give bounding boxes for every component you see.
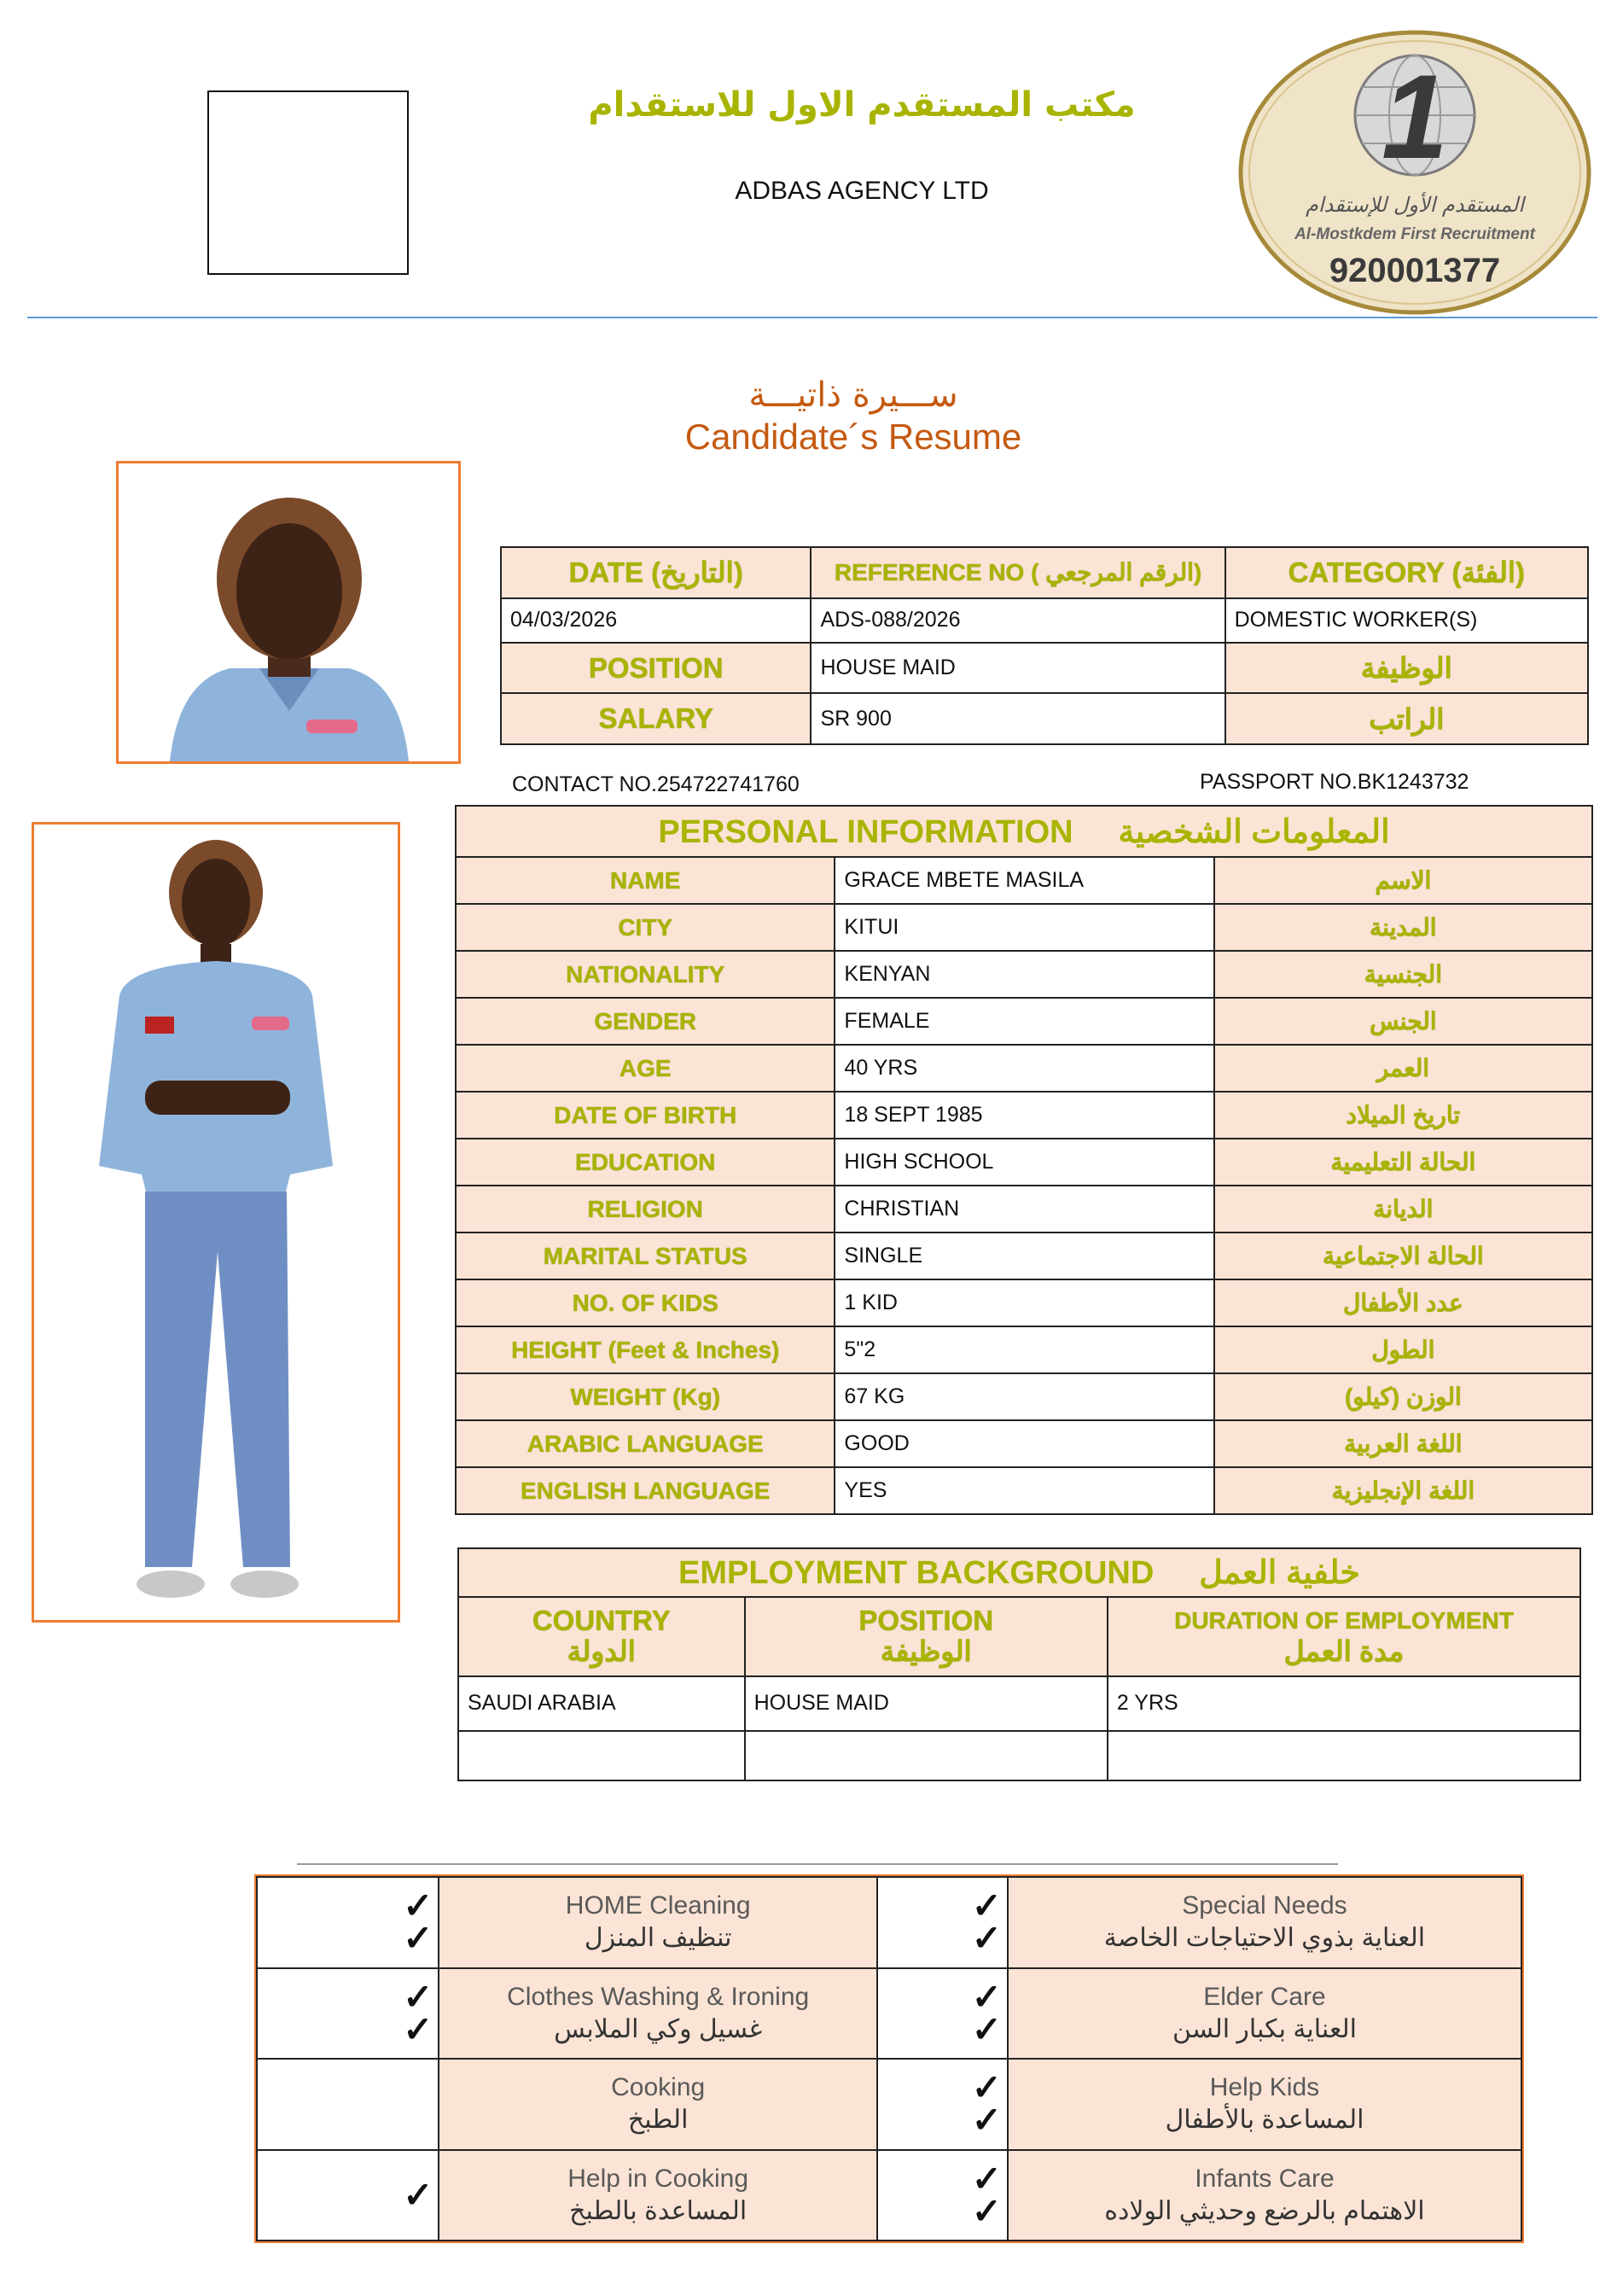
date-value: 04/03/2026 bbox=[501, 598, 811, 643]
check-mark-icon: ✓ bbox=[971, 1885, 1002, 1926]
skill-row bbox=[257, 2059, 1521, 2150]
skills-divider bbox=[297, 1863, 1338, 1865]
personal-row bbox=[456, 857, 1592, 904]
check-mark-icon: ✓ bbox=[971, 1976, 1002, 2017]
personal-value: 67 KG bbox=[835, 1373, 1213, 1420]
position-value: HOUSE MAID bbox=[811, 643, 1225, 694]
skill-right-ar: المساعدة بالأطفال bbox=[1165, 2106, 1364, 2135]
candidate-portrait-photo bbox=[116, 461, 461, 764]
col-position bbox=[745, 1597, 1108, 1675]
personal-label: NAME bbox=[456, 857, 835, 904]
personal-label: MARITAL STATUS bbox=[456, 1232, 835, 1279]
check-mark-icon: ✓ bbox=[971, 2008, 1002, 2049]
personal-row bbox=[456, 998, 1592, 1045]
skill-check-left bbox=[257, 1877, 439, 1968]
employment-title-en: EMPLOYMENT BACKGROUND bbox=[678, 1555, 1155, 1592]
personal-info-title-ar: المعلومات الشخصية bbox=[1118, 813, 1390, 850]
personal-value: GOOD bbox=[835, 1420, 1213, 1467]
salary-label-arabic: الراتب bbox=[1225, 693, 1588, 744]
employment-position: HOUSE MAID bbox=[745, 1676, 1108, 1731]
check-mark-icon: ✓ bbox=[403, 2174, 433, 2215]
check-mark-icon: ✓ bbox=[403, 2008, 433, 2049]
personal-label-arabic: عدد الأطفال bbox=[1214, 1279, 1592, 1326]
personal-value: HIGH SCHOOL bbox=[835, 1139, 1213, 1186]
personal-value: 40 YRS bbox=[835, 1045, 1213, 1092]
col-duration-ar: مدة العمل bbox=[1283, 1635, 1405, 1668]
personal-label-arabic: المدينة bbox=[1214, 904, 1592, 951]
check-mark-icon: ✓ bbox=[971, 2067, 1002, 2108]
reference-label: REFERENCE NO ( الرقم المرجعي) bbox=[811, 547, 1225, 598]
employment-duration-empty bbox=[1108, 1731, 1580, 1780]
logo-phone: 920001377 bbox=[1329, 252, 1501, 289]
personal-value: SINGLE bbox=[835, 1232, 1213, 1279]
personal-information-table bbox=[455, 805, 1593, 1515]
col-country-en: COUNTRY bbox=[532, 1605, 671, 1637]
col-position-en: POSITION bbox=[858, 1605, 994, 1637]
personal-label: DATE OF BIRTH bbox=[456, 1092, 835, 1139]
skill-row bbox=[257, 1877, 1521, 1968]
personal-label-arabic: الطول bbox=[1214, 1326, 1592, 1373]
skill-left-en: HOME Cleaning bbox=[565, 1891, 751, 1920]
logo-name-ar: المستقدم الأول للإستقدام bbox=[1306, 193, 1524, 217]
check-mark-icon: ✓ bbox=[971, 1918, 1002, 1959]
personal-row bbox=[456, 1139, 1592, 1186]
skill-left bbox=[439, 1877, 876, 1968]
personal-value: FEMALE bbox=[835, 998, 1213, 1045]
personal-label: GENDER bbox=[456, 998, 835, 1045]
skill-right bbox=[1008, 2059, 1521, 2150]
skill-right-en: Special Needs bbox=[1182, 1891, 1347, 1920]
personal-label-arabic: الوزن (كيلو) bbox=[1214, 1373, 1592, 1420]
skill-left bbox=[439, 2150, 876, 2241]
skill-right-en: Elder Care bbox=[1203, 1982, 1326, 2011]
skill-left bbox=[439, 1968, 876, 2060]
org-name-arabic: مكتب المستقدم الاول للاستقدام bbox=[588, 85, 1136, 125]
skill-left-ar: تنظيف المنزل bbox=[584, 1924, 732, 1953]
skill-right bbox=[1008, 1877, 1521, 1968]
passport-number: PASSPORT NO.BK1243732 bbox=[1200, 770, 1469, 794]
col-position-ar: الوظيفة bbox=[880, 1635, 972, 1668]
skill-left-en: Cooking bbox=[611, 2073, 706, 2102]
skill-left-en: Clothes Washing & Ironing bbox=[507, 1982, 810, 2011]
personal-label-arabic: اللغة العربية bbox=[1214, 1420, 1592, 1467]
resume-title-english: Candidate´s Resume bbox=[684, 417, 1022, 457]
contact-number: CONTACT NO.254722741760 bbox=[512, 772, 800, 796]
personal-value: YES bbox=[835, 1467, 1213, 1514]
skill-left-ar: المساعدة بالطبخ bbox=[569, 2196, 748, 2225]
skill-check-right bbox=[877, 1877, 1008, 1968]
personal-value: KENYAN bbox=[835, 951, 1213, 998]
skill-check-right bbox=[877, 2059, 1008, 2150]
personal-info-title-en: PERSONAL INFORMATION bbox=[658, 813, 1073, 850]
employment-duration: 2 YRS bbox=[1108, 1676, 1580, 1731]
personal-label-arabic: الجنس bbox=[1214, 998, 1592, 1045]
position-label-arabic: الوظيفة bbox=[1225, 643, 1588, 694]
salary-label: SALARY bbox=[501, 693, 811, 744]
skill-row bbox=[257, 1968, 1521, 2060]
check-mark-icon: ✓ bbox=[403, 1885, 433, 1926]
personal-row bbox=[456, 1326, 1592, 1373]
agency-logo bbox=[1237, 26, 1592, 316]
skill-check-left bbox=[257, 2059, 439, 2150]
skill-check-right bbox=[877, 2150, 1008, 2241]
skill-row bbox=[257, 2150, 1521, 2241]
date-label: DATE (التاريخ) bbox=[501, 547, 811, 598]
personal-label: NO. OF KIDS bbox=[456, 1279, 835, 1326]
personal-label-arabic: الجنسية bbox=[1214, 951, 1592, 998]
personal-value: 18 SEPT 1985 bbox=[835, 1092, 1213, 1139]
employment-background-table bbox=[457, 1547, 1581, 1781]
personal-value: KITUI bbox=[835, 904, 1213, 951]
personal-row bbox=[456, 1420, 1592, 1467]
personal-value: CHRISTIAN bbox=[835, 1186, 1213, 1232]
personal-row bbox=[456, 1373, 1592, 1420]
personal-label: HEIGHT (Feet & Inches) bbox=[456, 1326, 835, 1373]
category-value: DOMESTIC WORKER(S) bbox=[1225, 598, 1588, 643]
personal-info-header bbox=[456, 806, 1592, 857]
personal-value: GRACE MBETE MASILA bbox=[835, 857, 1213, 904]
personal-label: RELIGION bbox=[456, 1186, 835, 1232]
col-duration bbox=[1108, 1597, 1580, 1675]
employment-country: SAUDI ARABIA bbox=[458, 1676, 745, 1731]
personal-row bbox=[456, 1045, 1592, 1092]
skill-left bbox=[439, 2059, 876, 2150]
personal-label: CITY bbox=[456, 904, 835, 951]
col-country bbox=[458, 1597, 745, 1675]
personal-label: ENGLISH LANGUAGE bbox=[456, 1467, 835, 1514]
personal-label: ARABIC LANGUAGE bbox=[456, 1420, 835, 1467]
photo-placeholder-box bbox=[207, 90, 409, 275]
col-country-ar: الدولة bbox=[567, 1635, 636, 1668]
check-mark-icon: ✓ bbox=[971, 2100, 1002, 2141]
skill-left-ar: الطبخ bbox=[627, 2106, 689, 2135]
personal-row bbox=[456, 1279, 1592, 1326]
skills-box bbox=[254, 1874, 1524, 2243]
personal-label-arabic: تاريخ الميلاد bbox=[1214, 1092, 1592, 1139]
skill-right-ar: العناية بكبار السن bbox=[1172, 2014, 1357, 2043]
personal-label: WEIGHT (Kg) bbox=[456, 1373, 835, 1420]
skill-check-left bbox=[257, 2150, 439, 2241]
summary-table bbox=[500, 546, 1589, 745]
check-mark-icon: ✓ bbox=[403, 1976, 433, 2017]
salary-value: SR 900 bbox=[811, 693, 1225, 744]
personal-label-arabic: اللغة الإنجليزية bbox=[1214, 1467, 1592, 1514]
personal-label: AGE bbox=[456, 1045, 835, 1092]
skill-right bbox=[1008, 2150, 1521, 2241]
personal-label: NATIONALITY bbox=[456, 951, 835, 998]
personal-value: 1 KID bbox=[835, 1279, 1213, 1326]
skill-check-right bbox=[877, 1968, 1008, 2060]
skill-right-en: Help Kids bbox=[1209, 2073, 1320, 2102]
logo-name-en: Al-Mostkdem First Recruitment bbox=[1294, 225, 1535, 243]
personal-label-arabic: الديانة bbox=[1214, 1186, 1592, 1232]
position-label: POSITION bbox=[501, 643, 811, 694]
logo-digit: 1 bbox=[1382, 50, 1448, 184]
personal-row bbox=[456, 951, 1592, 998]
personal-label-arabic: الاسم bbox=[1214, 857, 1592, 904]
employment-title-ar: خلفية العمل bbox=[1199, 1555, 1361, 1592]
skill-left-ar: غسيل وكي الملابس bbox=[554, 2014, 763, 2043]
personal-value: 5"2 bbox=[835, 1326, 1213, 1373]
check-mark-icon: ✓ bbox=[403, 1918, 433, 1959]
resume-title-arabic: ســـيرة ذاتيـــة bbox=[748, 376, 958, 415]
skill-left-en: Help in Cooking bbox=[567, 2164, 749, 2193]
personal-row bbox=[456, 1186, 1592, 1232]
personal-row bbox=[456, 904, 1592, 951]
personal-row bbox=[456, 1092, 1592, 1139]
skills-table bbox=[256, 1876, 1522, 2241]
skill-right-en: Infants Care bbox=[1195, 2164, 1335, 2193]
skill-right-ar: العناية بذوي الاحتياجات الخاصة bbox=[1103, 1924, 1426, 1953]
candidate-full-body-photo bbox=[32, 822, 400, 1623]
personal-label-arabic: العمر bbox=[1214, 1045, 1592, 1092]
org-name-english: ADBAS AGENCY LTD bbox=[735, 177, 989, 205]
employment-country-empty bbox=[458, 1731, 745, 1780]
employment-position-empty bbox=[745, 1731, 1108, 1780]
personal-label-arabic: الحالة التعليمية bbox=[1214, 1139, 1592, 1186]
skill-right-ar: الاهتمام بالرضع وحديثي الولاده bbox=[1104, 2196, 1425, 2225]
category-label: CATEGORY (الفئة) bbox=[1225, 547, 1588, 598]
check-mark-icon: ✓ bbox=[971, 2158, 1002, 2199]
personal-row bbox=[456, 1467, 1592, 1514]
check-mark-icon: ✓ bbox=[971, 2190, 1002, 2231]
personal-label: EDUCATION bbox=[456, 1139, 835, 1186]
personal-label-arabic: الحالة الاجتماعية bbox=[1214, 1232, 1592, 1279]
personal-row bbox=[456, 1232, 1592, 1279]
employment-header bbox=[458, 1548, 1580, 1597]
skill-right bbox=[1008, 1968, 1521, 2060]
col-duration-en: DURATION OF EMPLOYMENT bbox=[1174, 1607, 1514, 1635]
header-divider bbox=[27, 317, 1597, 318]
reference-value: ADS-088/2026 bbox=[811, 598, 1225, 643]
skill-check-left bbox=[257, 1968, 439, 2060]
